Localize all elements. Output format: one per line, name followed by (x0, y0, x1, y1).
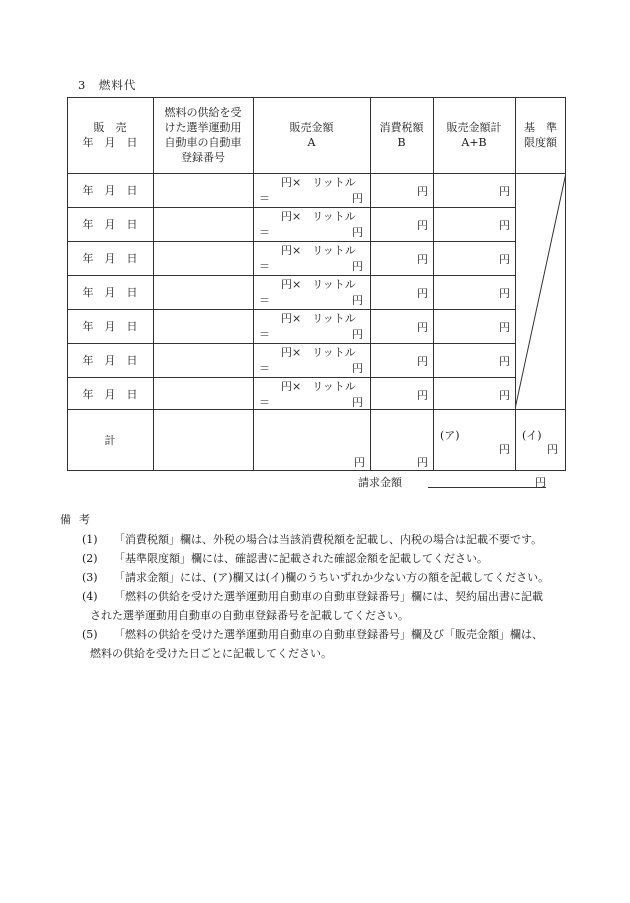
header-total (433, 97, 515, 173)
row-tax-yen: 円 (417, 389, 428, 402)
row-tax-yen: 円 (417, 219, 428, 232)
row-total-yen: 円 (499, 185, 510, 198)
col-divider-3 (370, 97, 371, 471)
note-item (82, 588, 543, 604)
row-total-yen: 円 (499, 321, 510, 334)
row-total-yen: 円 (499, 253, 510, 266)
header-total-line2: A+B (461, 136, 487, 149)
row-divider (67, 275, 515, 276)
row-sales-equals: ＝ (259, 260, 270, 273)
header-tax-line2: B (397, 136, 406, 149)
note-text: 「請求金額」には、(ア)欄又は(イ)欄のうちいずれか少ない方の額を記載してください。 (114, 571, 550, 584)
header-reg-line3: 自動車の自動車 (164, 136, 242, 149)
row-date: 年 月 日 (82, 217, 138, 231)
header-sales-line1: 販売金額 (289, 121, 334, 134)
header-registration (153, 97, 253, 173)
note-number: (3) (82, 571, 98, 584)
limit-diagonal (515, 173, 566, 410)
col-divider-2 (253, 97, 254, 471)
note-item (82, 626, 543, 642)
row-divider (67, 241, 515, 242)
row-sales-yen: 円 (352, 396, 363, 409)
note-number: (1) (82, 533, 98, 546)
header-limit (515, 97, 566, 173)
row-sales-equals: ＝ (259, 362, 270, 375)
row-total-yen: 円 (499, 287, 510, 300)
row-sales-equals: ＝ (259, 192, 270, 205)
note-number: (5) (82, 628, 98, 641)
row-sales-yen: 円 (352, 328, 363, 341)
header-limit-line2: 限度額 (524, 136, 557, 149)
row-sales-equals: ＝ (259, 328, 270, 341)
section-title: 3 燃料代 (78, 78, 137, 92)
fuel-cost-table (67, 97, 566, 471)
table-border-top (67, 97, 566, 98)
row-tax-yen: 円 (417, 253, 428, 266)
header-total-line1: 販売金額計 (446, 121, 502, 134)
header-sales-line2: A (307, 136, 316, 149)
total-limit-yen: 円 (547, 443, 558, 456)
header-reg-line1: 燃料の供給を受 (164, 106, 242, 119)
row-sales-formula: 円× リットル (281, 312, 356, 325)
row-date: 年 月 日 (82, 319, 138, 333)
row-date: 年 月 日 (82, 353, 138, 367)
row-sales-yen: 円 (352, 294, 363, 307)
row-sales-equals: ＝ (259, 226, 270, 239)
total-mark-i: (イ) (522, 429, 542, 442)
row-sales-yen: 円 (352, 226, 363, 239)
claim-label: 請求金額 (358, 476, 402, 489)
row-divider (67, 309, 515, 310)
table-border-left (67, 97, 68, 471)
total-mark-a: (ア) (440, 429, 460, 442)
note-number: (2) (82, 552, 98, 565)
note-text: 「基準限度額」欄には、確認書に記載された確認金額を記載してください。 (114, 552, 488, 565)
row-sales-equals: ＝ (259, 396, 270, 409)
total-label: 計 (104, 433, 116, 447)
row-sales-formula: 円× リットル (281, 278, 356, 291)
row-total-yen: 円 (499, 355, 510, 368)
claim-yen: 円 (535, 476, 546, 489)
row-date: 年 月 日 (82, 183, 138, 197)
row-tax-yen: 円 (417, 287, 428, 300)
header-reg-line4: 登録番号 (181, 151, 225, 164)
header-tax-line1: 消費税額 (379, 121, 424, 134)
header-divider (67, 173, 566, 174)
row-sales-formula: 円× リットル (281, 380, 356, 393)
row-sales-yen: 円 (352, 192, 363, 205)
row-sales-equals: ＝ (259, 294, 270, 307)
note-text: 「燃料の供給を受けた選挙運動用自動車の自動車登録番号」欄には、契約届出書に記載 (114, 590, 543, 603)
notes-heading: 備考 (60, 513, 98, 526)
note-text: 「消費税額」欄は、外税の場合は当該消費税額を記載し、内税の場合は記載不要です。 (114, 533, 543, 546)
row-tax-yen: 円 (417, 185, 428, 198)
row-total-yen: 円 (499, 219, 510, 232)
header-date-line1: 販 売 (93, 121, 127, 134)
header-limit-line1: 基 準 (524, 121, 557, 134)
table-border-bottom (67, 470, 566, 471)
note-item (82, 569, 549, 585)
row-sales-formula: 円× リットル (281, 244, 356, 257)
total-tax-yen: 円 (417, 456, 428, 469)
row-divider (67, 343, 515, 344)
row-tax-yen: 円 (417, 321, 428, 334)
row-total-yen: 円 (499, 389, 510, 402)
row-divider (67, 207, 515, 208)
row-date: 年 月 日 (82, 285, 138, 299)
note-continuation: された選挙運動用自動車の自動車登録番号を記載してください。 (90, 609, 409, 622)
row-divider (67, 377, 515, 378)
total-divider (67, 409, 566, 410)
header-date (67, 97, 153, 173)
row-sales-formula: 円× リットル (281, 346, 356, 359)
claim-underline (428, 487, 546, 488)
header-tax (370, 97, 433, 173)
note-item (82, 531, 542, 547)
row-tax-yen: 円 (417, 355, 428, 368)
note-item (82, 550, 488, 566)
header-reg-line2: けた選挙運動用 (164, 121, 242, 134)
row-date: 年 月 日 (82, 387, 138, 401)
header-sales-amount (253, 97, 370, 173)
col-divider-1 (153, 97, 154, 471)
row-date: 年 月 日 (82, 251, 138, 265)
note-continuation: 燃料の供給を受けた日ごとに記載してください。 (90, 647, 332, 660)
total-sales-yen: 円 (354, 456, 365, 469)
row-sales-yen: 円 (352, 362, 363, 375)
col-divider-4 (433, 97, 434, 471)
total-sum-yen: 円 (499, 443, 510, 456)
row-sales-formula: 円× リットル (281, 210, 356, 223)
note-text: 「燃料の供給を受けた選挙運動用自動車の自動車登録番号」欄及び「販売金額」欄は、 (114, 628, 543, 641)
row-sales-formula: 円× リットル (281, 176, 356, 189)
header-date-line2: 年 月 日 (82, 136, 138, 149)
note-number: (4) (82, 590, 98, 603)
row-sales-yen: 円 (352, 260, 363, 273)
